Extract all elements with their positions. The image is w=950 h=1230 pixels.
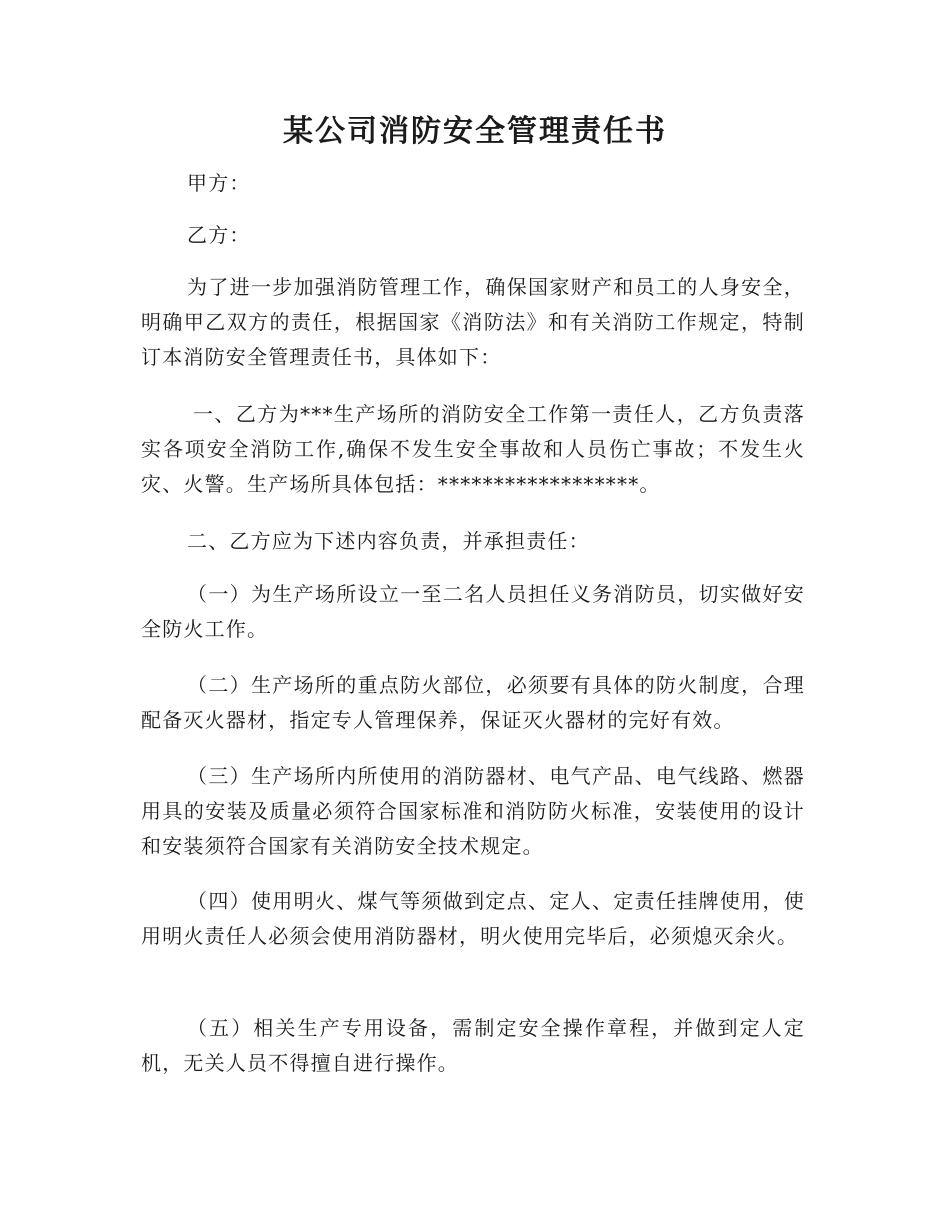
item-3-paragraph: （三）生产场所内所使用的消防器材、电气产品、电气线路、燃器用具的安装及质量必须符合国家标准和消防防火标准，安装使用的设计和安装须符合国家有关消防安全技术规定。 <box>141 764 805 858</box>
intro-paragraph: 为了进一步加强消防管理工作，确保国家财产和员工的人身安全，明确甲乙双方的责任，根据国家《消防法》和有关消防工作规定，特制订本消防安全管理责任书，具体如下： <box>141 275 805 369</box>
party-b-line: 乙方： <box>187 223 251 247</box>
item-4-paragraph: （四）使用明火、煤气等须做到定点、定人、定责任挂牌使用，使用明火责任人必须会使用消防器材，明火使用完毕后，必须熄灭余火。 <box>141 889 805 948</box>
party-a-line: 甲方： <box>187 171 251 195</box>
item-5-paragraph: （五）相关生产专用设备，需制定安全操作章程，并做到定人定机，无关人员不得擅自进行操作。 <box>141 1016 805 1075</box>
item-2-paragraph: （二）生产场所的重点防火部位，必须要有具体的防火制度，合理配备灭火器材，指定专人管理保养，保证灭火器材的完好有效。 <box>141 673 805 732</box>
document-title: 某公司消防安全管理责任书 <box>283 114 667 149</box>
item-1-paragraph: （一）为生产场所设立一至二名人员担任义务消防员，切实做好安全防火工作。 <box>141 582 805 641</box>
clause-2-paragraph: 二、乙方应为下述内容负责，并承担责任： <box>187 529 590 553</box>
clause-1-paragraph: 一、乙方为***生产场所的消防安全工作第一责任人，乙方负责落实各项安全消防工作,确保不发生安全事故和人员伤亡事故；不发生火灾、火警。生产场所具体包括：******************。 <box>141 402 805 496</box>
